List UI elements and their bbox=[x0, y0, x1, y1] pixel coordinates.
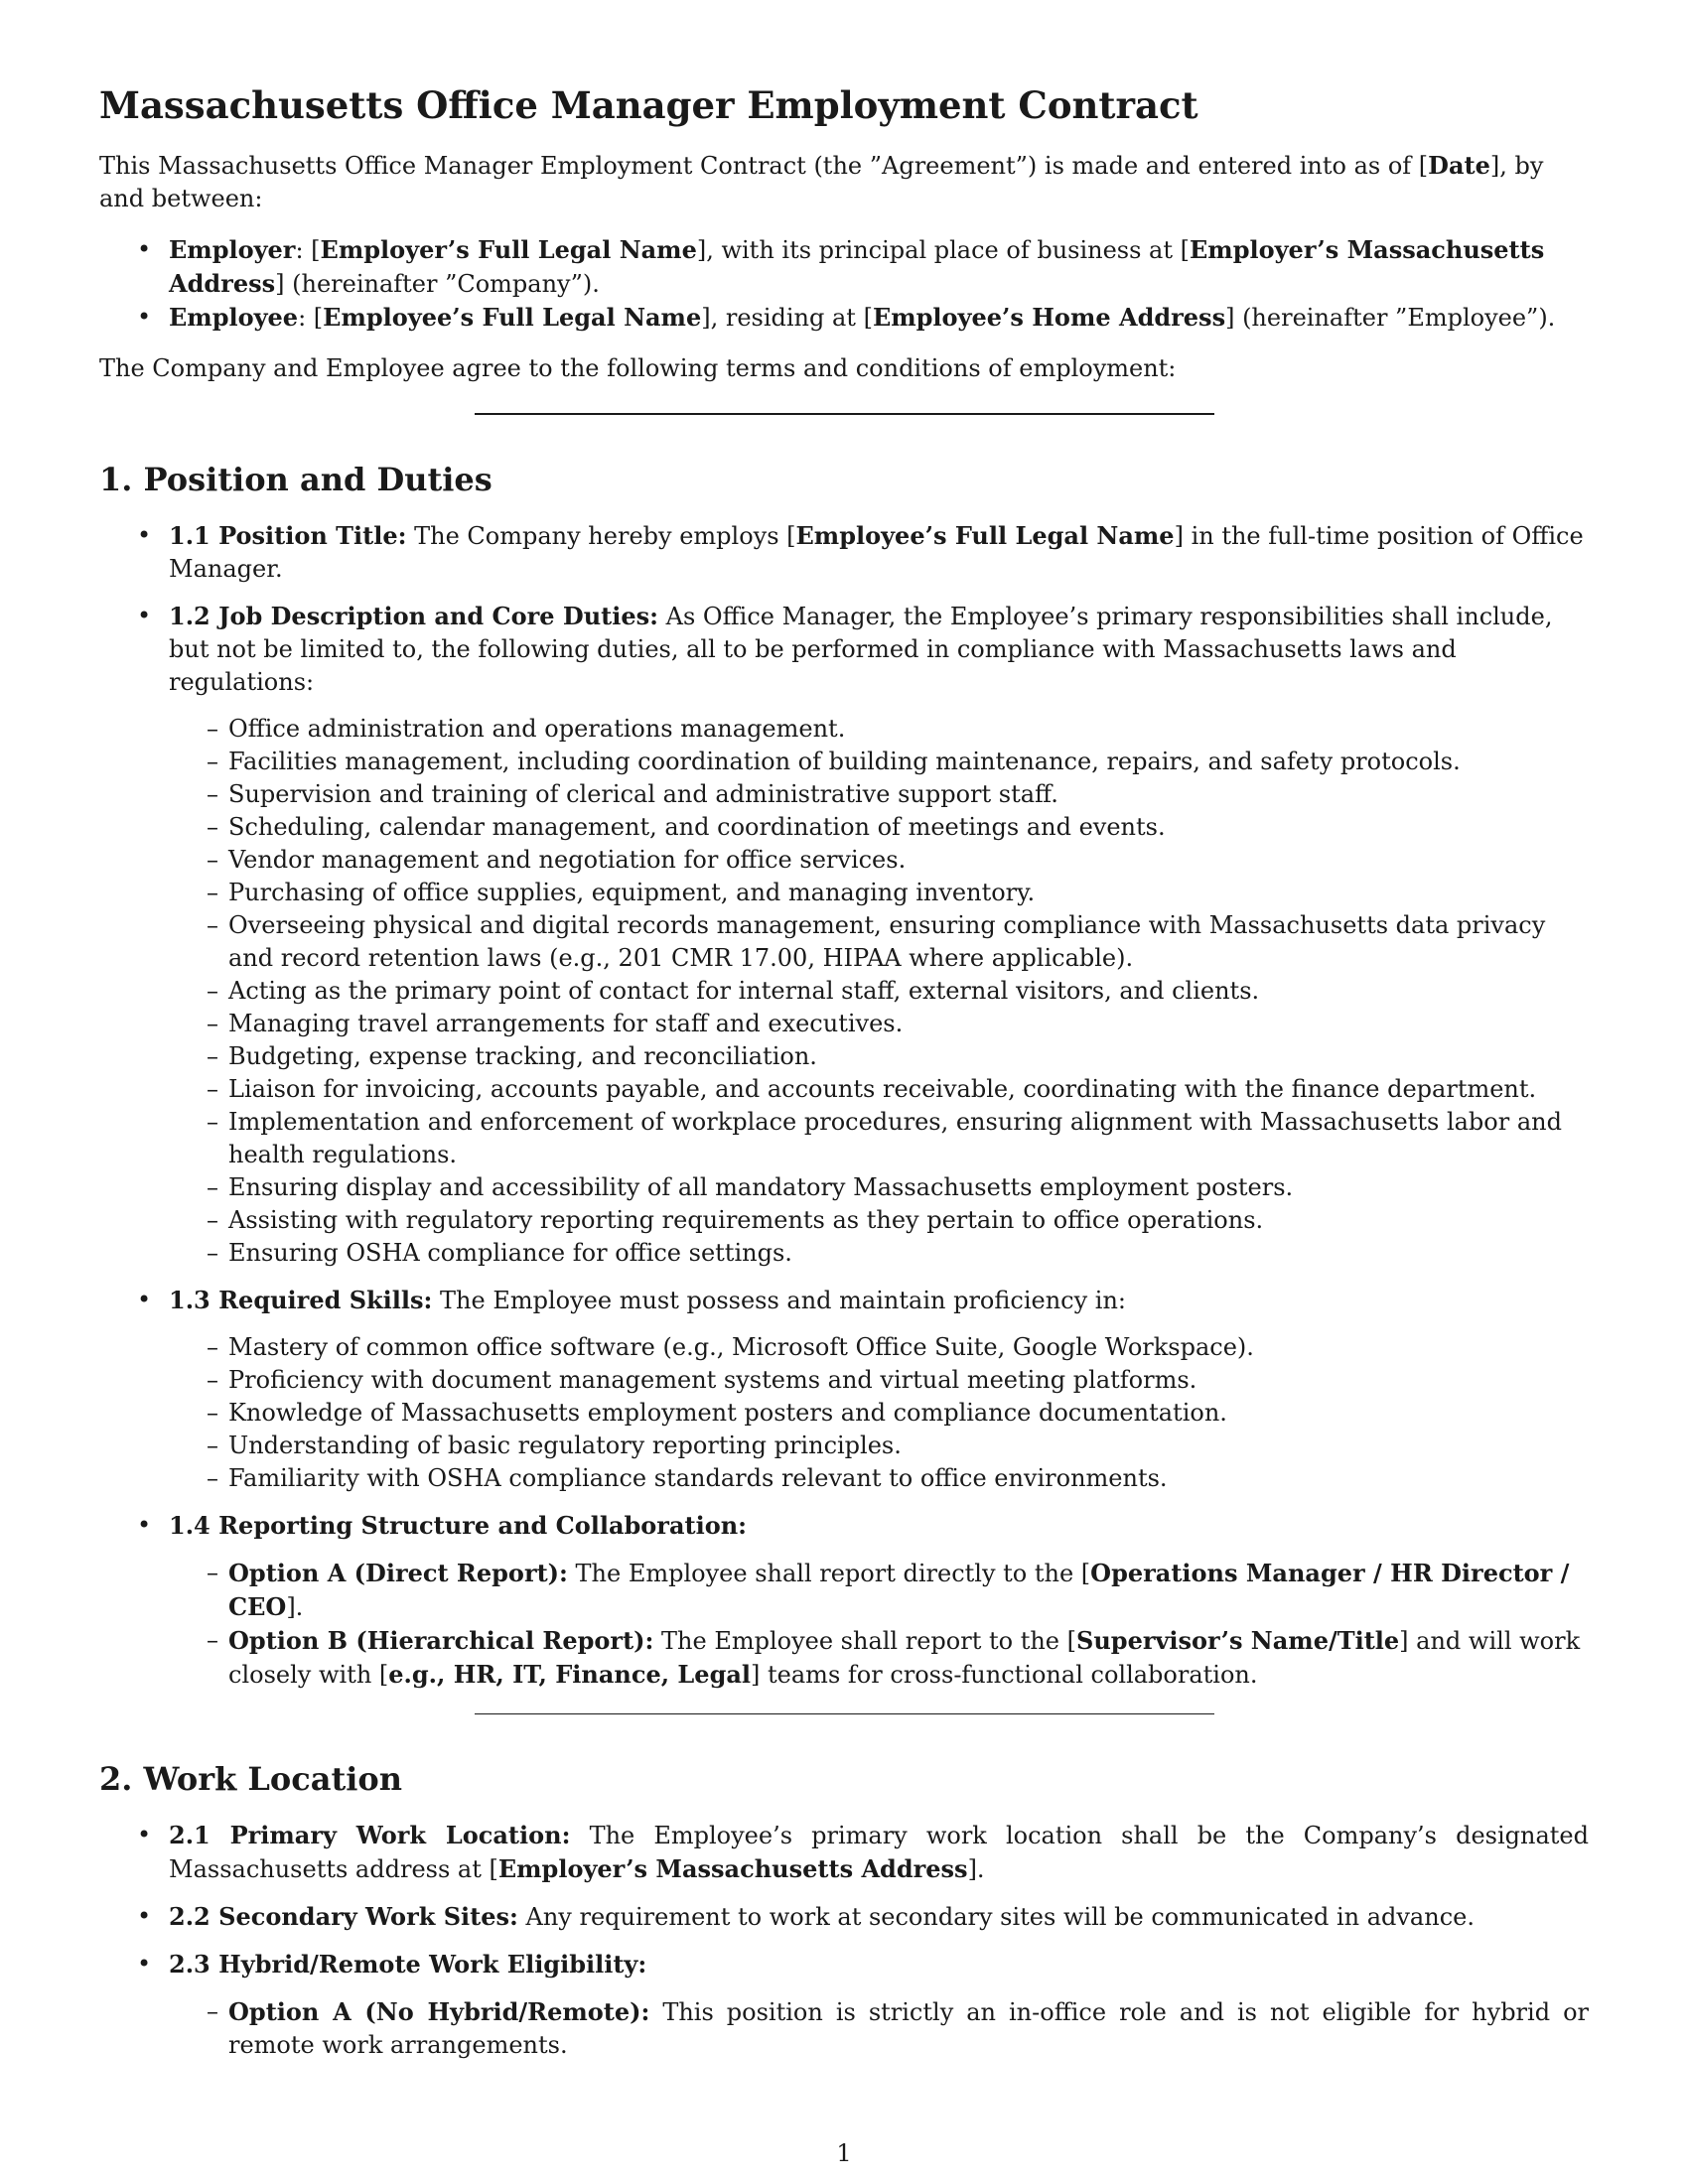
page-number: 1 bbox=[836, 2139, 852, 2167]
duty-item: – Ensuring OSHA compliance for office settings. bbox=[169, 1237, 1589, 1270]
employer-address-placeholder: Employer’s Massachusetts Address bbox=[169, 235, 1545, 299]
clause-1-1 bbox=[99, 519, 1589, 586]
parties-list bbox=[99, 233, 1589, 335]
option-text-end: ] teams for cross-functional collaboration. bbox=[751, 1660, 1258, 1689]
skill-item: – Mastery of common office software (e.g., Microsoft Office Suite, Google Workspace). bbox=[169, 1331, 1589, 1364]
agreement-statement: The Company and Employee agree to the following terms and conditions of employment: bbox=[99, 354, 1177, 383]
clause-1-4 bbox=[99, 1509, 1589, 1692]
party-employer: • Employer: [Employer’s Full Legal Name], with its principal place of business at [Employer’s Massachusetts Address] (hereinafter ”Company”). bbox=[99, 233, 1589, 301]
duty-item: – Assisting with regulatory reporting requirements as they pertain to office operations. bbox=[169, 1204, 1589, 1237]
intro-text-end: ], by and between: bbox=[99, 152, 1544, 213]
document-title: Massachusetts Office Manager Employment Contract bbox=[99, 83, 1198, 127]
skill-item: – Proficiency with document management systems and virtual meeting platforms. bbox=[169, 1364, 1589, 1397]
teams-placeholder: e.g., HR, IT, Finance, Legal bbox=[388, 1659, 752, 1689]
option-text-end: ]. bbox=[286, 1592, 304, 1621]
option-text: This position is strictly an in-office role and is not eligible for hybrid or remote work arrangements. bbox=[228, 1997, 1589, 2059]
duty-item: – Managing travel arrangements for staff and executives. bbox=[169, 1008, 1589, 1040]
section-work-location bbox=[99, 1760, 1589, 2061]
duty-item: – Liaison for invoicing, accounts payable, and accounts receivable, coordinating with the finance department. bbox=[169, 1073, 1589, 1106]
clause-text: As Office Manager, the Employee’s primary responsibilities shall include, but not be limited to, the following duties, all to be performed in compliance with Massachusetts laws and regulations: bbox=[169, 602, 1553, 696]
clause-label: 1.2 Job Description and Core Duties: bbox=[169, 601, 658, 630]
clause-text: The Company hereby employs [ bbox=[414, 521, 796, 550]
option-b-hierarchical-report bbox=[169, 1624, 1589, 1692]
employee-name-placeholder: Employee’s Full Legal Name bbox=[795, 520, 1175, 550]
clause-1-2 bbox=[99, 600, 1589, 1270]
document-page bbox=[99, 83, 1589, 2076]
duty-item: – Vendor management and negotiation for office services. bbox=[169, 844, 1589, 877]
duty-item: – Scheduling, calendar management, and coordination of meetings and events. bbox=[169, 811, 1589, 844]
duty-item: – Facilities management, including coordination of building maintenance, repairs, and safety protocols. bbox=[169, 746, 1589, 778]
employee-text-end: ] (hereinafter ”Employee”). bbox=[1225, 304, 1556, 333]
date-placeholder: Date bbox=[1428, 151, 1490, 181]
section-2-list bbox=[99, 1819, 1589, 2062]
duty-item: – Office administration and operations management. bbox=[169, 713, 1589, 746]
duty-item: – Acting as the primary point of contact for internal staff, external visitors, and clients. bbox=[169, 975, 1589, 1008]
employer-name-placeholder: Employer’s Full Legal Name bbox=[320, 235, 697, 265]
clause-label: 1.1 Position Title: bbox=[169, 520, 407, 550]
section-position-duties bbox=[99, 461, 1589, 1691]
option-label: Option B (Hierarchical Report): bbox=[228, 1625, 654, 1655]
option-text: The Employee shall report to the [ bbox=[661, 1626, 1076, 1655]
option-label: Option A (Direct Report): bbox=[228, 1558, 568, 1587]
section-heading: 2. Work Location bbox=[99, 1760, 402, 1799]
clause-text: The Employee’s primary work location shall be the Company’s designated Massachusetts address at [ bbox=[169, 1821, 1589, 1883]
clause-label: 2.1 Primary Work Location: bbox=[169, 1820, 571, 1849]
duty-item: – Budgeting, expense tracking, and reconciliation. bbox=[169, 1040, 1589, 1073]
duties-list bbox=[169, 713, 1589, 1270]
clause-2-3 bbox=[99, 1948, 1589, 2062]
duty-item: – Purchasing of office supplies, equipment, and managing inventory. bbox=[169, 877, 1589, 909]
clause-1-3 bbox=[99, 1284, 1589, 1495]
skill-item: – Understanding of basic regulatory reporting principles. bbox=[169, 1430, 1589, 1462]
supervisor-placeholder: Supervisor’s Name/Title bbox=[1076, 1625, 1400, 1655]
section-heading: 1. Position and Duties bbox=[99, 461, 492, 499]
clause-2-1 bbox=[99, 1819, 1589, 1886]
remote-options bbox=[169, 1995, 1589, 2062]
skill-item: – Familiarity with OSHA compliance standards relevant to office environments. bbox=[169, 1462, 1589, 1495]
party-employee: • Employee: [Employee’s Full Legal Name], residing at [Employee’s Home Address] (hereinafter ”Employee”). bbox=[99, 301, 1589, 335]
clause-text-end: ]. bbox=[967, 1854, 985, 1883]
clause-text-end: ] in the full-time position of Office Manager. bbox=[169, 521, 1584, 583]
option-text: The Employee shall report directly to the [ bbox=[575, 1559, 1091, 1587]
employee-address-placeholder: Employee’s Home Address bbox=[872, 303, 1226, 333]
clause-label: 1.4 Reporting Structure and Collaboration: bbox=[169, 1510, 748, 1540]
clause-label: 1.3 Required Skills: bbox=[169, 1285, 433, 1314]
employer-address-placeholder: Employer’s Massachusetts Address bbox=[497, 1853, 968, 1883]
reporting-placeholder: Operations Manager / HR Director / CEO bbox=[228, 1558, 1570, 1621]
clause-text: The Employee must possess and maintain proficiency in: bbox=[440, 1286, 1127, 1314]
option-text-mid: ] and will work closely with [ bbox=[228, 1626, 1581, 1689]
clause-label: 2.3 Hybrid/Remote Work Eligibility: bbox=[169, 1949, 647, 1979]
employee-label: Employee bbox=[169, 303, 299, 333]
clause-label: 2.2 Secondary Work Sites: bbox=[169, 1901, 518, 1931]
duty-item: – Implementation and enforcement of workplace procedures, ensuring alignment with Massachusetts labor and health regulations. bbox=[169, 1106, 1589, 1171]
clause-2-2 bbox=[99, 1900, 1589, 1934]
employer-text: ], with its principal place of business at [ bbox=[696, 236, 1191, 265]
clause-text: Any requirement to work at secondary sites will be communicated in advance. bbox=[525, 1902, 1475, 1931]
skills-list bbox=[169, 1331, 1589, 1495]
option-a-direct-report bbox=[169, 1557, 1589, 1624]
option-label: Option A (No Hybrid/Remote): bbox=[228, 1996, 650, 2026]
employee-text: ], residing at [ bbox=[701, 304, 873, 333]
skill-item: – Knowledge of Massachusetts employment posters and compliance documentation. bbox=[169, 1397, 1589, 1430]
option-a-no-remote bbox=[169, 1995, 1589, 2062]
intro-paragraph bbox=[99, 149, 1589, 215]
employee-name-placeholder: Employee’s Full Legal Name bbox=[323, 303, 702, 333]
section-1-list bbox=[99, 519, 1589, 1692]
employer-label: Employer bbox=[169, 235, 296, 265]
section-divider bbox=[475, 1713, 1214, 1715]
intro-text: This Massachusetts Office Manager Employment Contract (the ”Agreement”) is made and entered into as of [ bbox=[99, 152, 1429, 181]
employer-text-end: ] (hereinafter ”Company”). bbox=[275, 270, 600, 299]
reporting-options bbox=[169, 1557, 1589, 1692]
section-divider bbox=[475, 413, 1214, 415]
duty-item: – Overseeing physical and digital records management, ensuring compliance with Massachusetts data privacy and record retention laws (e.g., 201 CMR 17.00, HIPAA where applicable). bbox=[169, 909, 1589, 975]
duty-item: – Supervision and training of clerical and administrative support staff. bbox=[169, 778, 1589, 811]
duty-item: – Ensuring display and accessibility of all mandatory Massachusetts employment posters. bbox=[169, 1171, 1589, 1204]
